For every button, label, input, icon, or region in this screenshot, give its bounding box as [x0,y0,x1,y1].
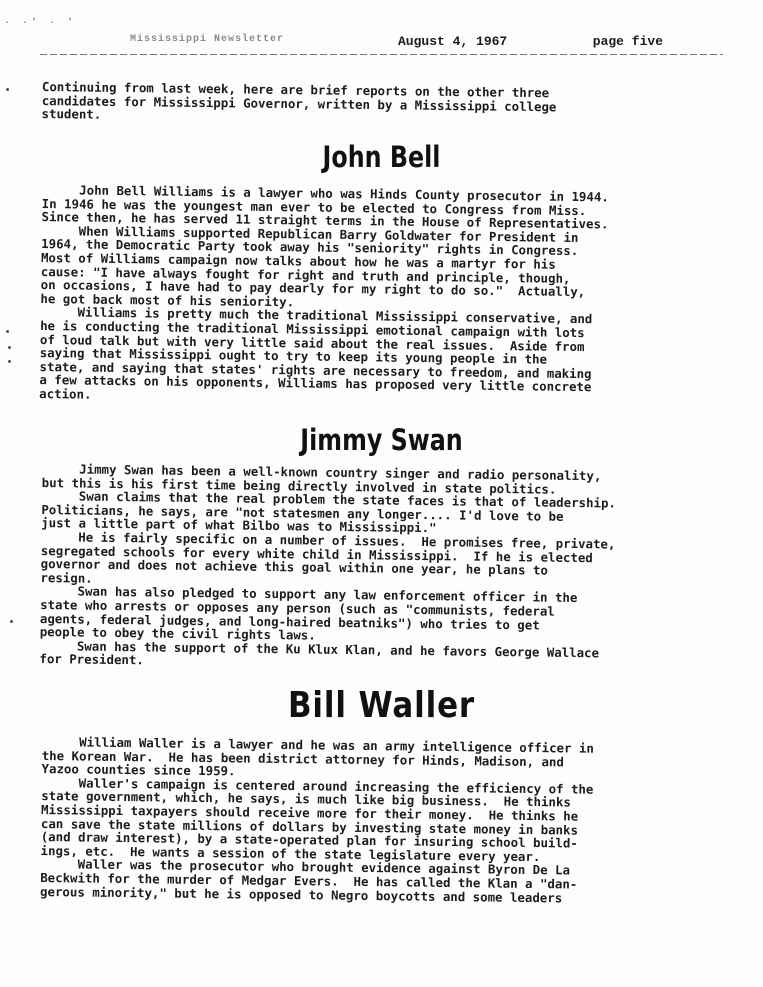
section-text-john-bell: John Bell Williams is a lawyer who was Hinds County prosecutor in 1944. In 1946 he was the youngest man ever to be elected to Congress from Miss. Since then, he has served 11 straight terms in the House of Representatives. When Williams supported Republican Barry Goldwater for President in 1964, the Democratic Party took away his "seniority" rights in Congress. Most of Williams campaign now talks about how he was a martyr for his cause: "I have always fought for right and truth and principle, though, on occasions, I have had to pay dearly for my right to do so." Actually, he got back most of his seniority. Williams is pretty much the traditional Mississippi conservative, and he is conducting the traditional Mississippi emotional campaign with lots of loud talk but with very little said about the real issues. Aside from saying that Mississippi ought to try to keep its young people in the state, and saying that states' rights are necessary to freedom, and making a few attacks on his opponents, Williams has proposed very little concrete action. [39,182,609,402]
issue-date: August 4, 1967 [398,34,508,49]
header-rule [40,54,723,55]
page-number: page five [592,34,663,49]
hole-mark [8,346,11,349]
binder-hole-marks [0,0,40,987]
page-header [130,34,663,52]
section-text-bill-waller: William Waller is a lawyer and he was an army intelligence officer in the Korean War. He has been district attorney for Hinds, Madison, and Yazoo counties since 1959. Waller's campaign is centered around increasing the efficiency of the state government, which, he says, is much like big business. He thinks Mississippi taxpayers should receive more for their money. He thinks he can save the state millions of dollars by investing state money in banks (and draw interest), by a state-operated plan for insuring school build- ings, etc. He wants a session of the state legislature every year. Waller was the prosecutor who brought evidence against Byron De La Beckwith for the murder of Medgar Evers. He has called the Klan a "dan- gerous minority," but he is opposed to Negro boycotts and some leaders [40,734,595,905]
section-heading-bill-waller: Bill Waller [287,685,476,726]
hole-mark [6,330,9,333]
intro-paragraph: Continuing from last week, here are brief reports on the other three candidates for Mississippi Governor, written by a Mississippi college student. [41,79,557,122]
section-text-jimmy-swan: Jimmy Swan has been a well-known country singer and radio personality, but this is his first time being directly involved in state politics. Swan claims that the real problem the state faces is that of leadership. Politicians, he says, are "not statesmen any longer.... I'd love to be just a little part of what Bilbo was to Mississippi." He is fairly specific on a number of issues. He promises free, private, segregated schools for every white child in Mississippi. If he is elected governor and does not achieve this goal within one year, he plans to resign. Swan has also pledged to support any law enforcement officer in the state who arrests or opposes any person (such as "communists, federal agents, federal judges, and long-haired beatniks") who tries to get people to obey the civil rights laws. Swan has the support of the Ku Klux Klan, and he favors George Wallace for President. [39,461,617,668]
section-heading-jimmy-swan: Jimmy Swan [300,423,463,457]
hole-mark [8,360,11,363]
masthead: Mississippi Newsletter [130,34,285,45]
hole-mark [10,620,13,623]
corner-specks: · ·' · ' [4,18,77,29]
hole-mark [6,88,9,91]
section-heading-john-bell: John Bell [322,140,441,174]
